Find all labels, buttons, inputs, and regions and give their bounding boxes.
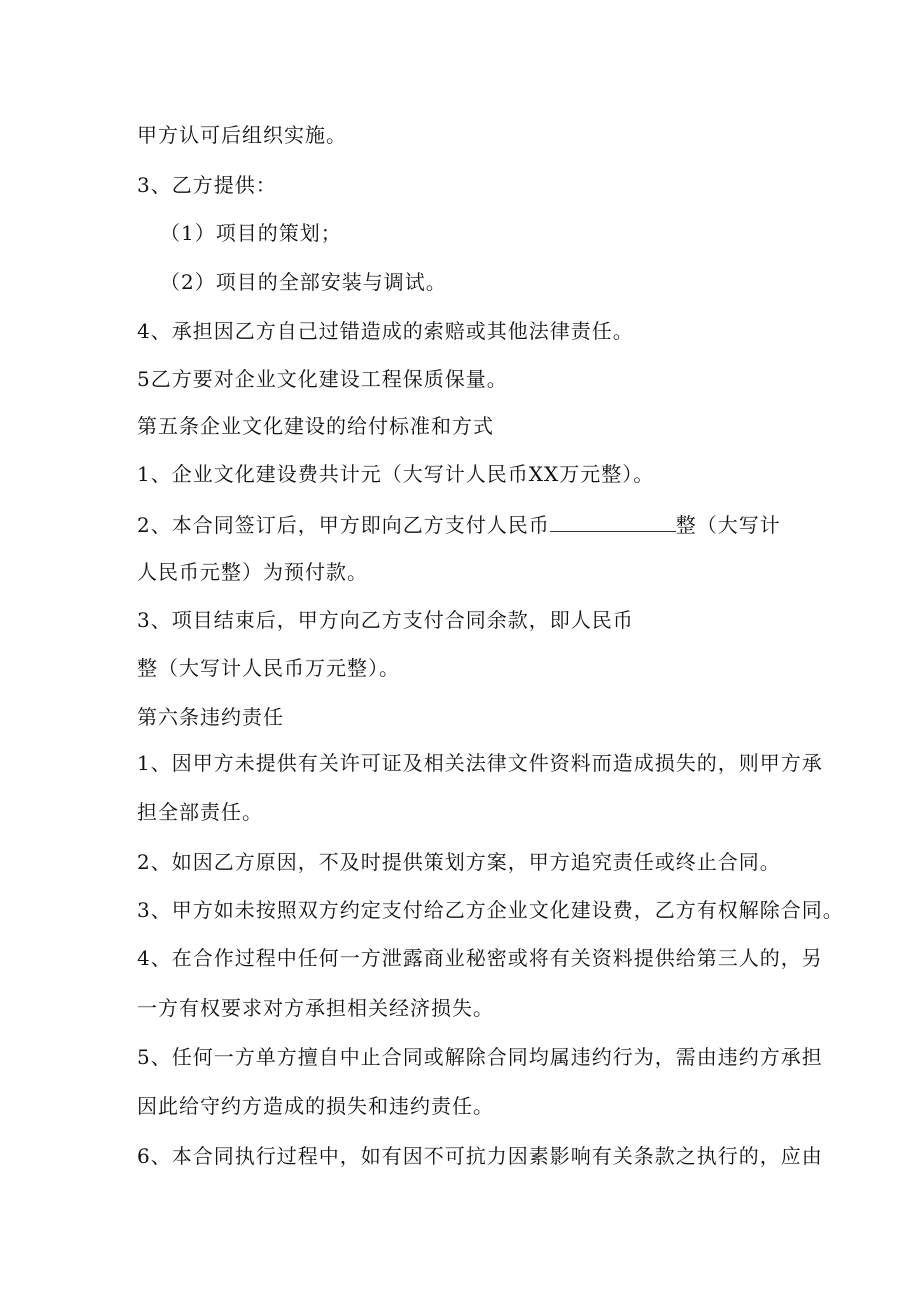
text-line: 4、承担因乙方自己过错造成的索赔或其他法律责任。 [137, 319, 634, 343]
text-line: 1、因甲方未提供有关许可证及相关法律文件资料而造成损失的，则甲方承 [137, 751, 823, 775]
text-line: 4、在合作过程中任何一方泄露商业秘密或将有关资料提供给第三人的，另 [137, 946, 823, 970]
text-line: 3、项目结束后，甲方向乙方支付合同余款，即人民币 [137, 608, 634, 632]
text-line: 5、任何一方单方擅自中止合同或解除合同均属违约行为，需由违约方承担 [137, 1045, 823, 1069]
blank-underline [550, 515, 676, 532]
text-line: 担全部责任。 [137, 800, 263, 824]
text-line: 3、甲方如未按照双方约定支付给乙方企业文化建设费，乙方有权解除合同。 [137, 898, 844, 922]
text-line: 因此给守约方造成的损失和违约责任。 [137, 1094, 494, 1118]
text-line: 一方有权要求对方承担相关经济损失。 [137, 996, 494, 1020]
text-line: 6、本合同执行过程中，如有因不可抗力因素影响有关条款之执行的，应由 [137, 1144, 823, 1168]
text-line: 整（大写计人民币万元整）。 [137, 656, 400, 680]
text-segment: 整（大写计 [675, 513, 781, 537]
text-line: 3、乙方提供： [137, 173, 277, 197]
text-line: 2、如因乙方原因，不及时提供策划方案，甲方追究责任或终止合同。 [137, 850, 781, 874]
text-line-with-blank [137, 513, 781, 537]
text-line: （2）项目的全部安装与调试。 [160, 270, 447, 294]
text-segment: 2、本合同签订后，甲方即向乙方支付人民币 [137, 513, 550, 537]
text-line: 甲方认可后组织实施。 [137, 123, 347, 147]
text-line: 人民币元整）为预付款。 [137, 560, 368, 584]
text-line: 5乙方要对企业文化建设工程保质保量。 [137, 367, 508, 391]
section-heading: 第六条违约责任 [137, 705, 284, 729]
section-heading: 第五条企业文化建设的给付标准和方式 [137, 414, 494, 438]
text-line: 1、企业文化建设费共计元（大写计人民币XX万元整）。 [137, 462, 655, 486]
text-line: （1）项目的策划； [160, 221, 342, 245]
